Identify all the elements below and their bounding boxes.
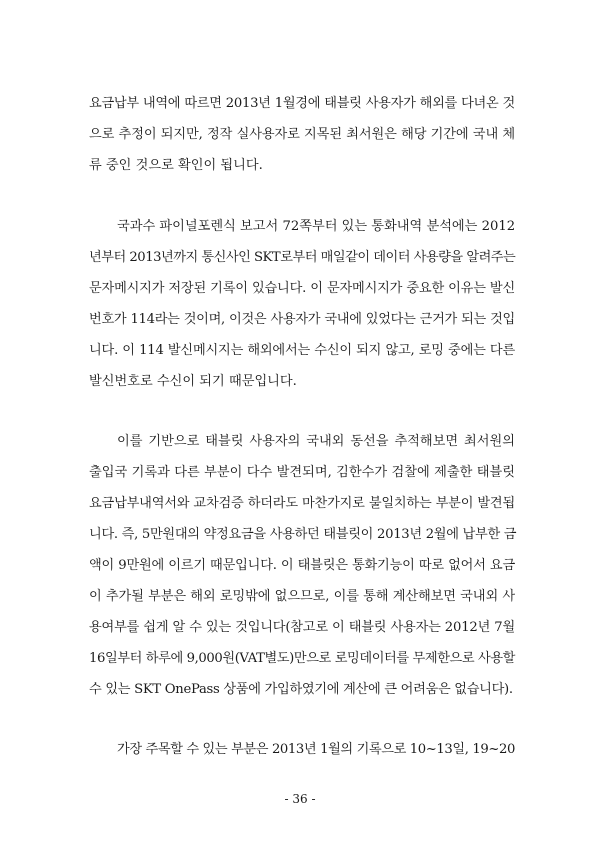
paragraph-line: 요금납부 내역에 따르면 2013년 1월경에 태블릿 사용자가 해외를 다녀온 것 (89, 96, 515, 111)
paragraph-line: 요금납부내역서와 교차검증 하더라도 마찬가지로 불일치하는 부분이 발견됩 (89, 496, 515, 511)
paragraph-line: 으로 추정이 되지만, 정작 실사용자로 지목된 최서원은 해당 기간에 국내 체 (89, 127, 515, 142)
paragraph-line: 문자메시지가 저장된 기록이 있습니다. 이 문자메시지가 중요한 이유는 발신 (89, 281, 515, 296)
page-number: - 36 - (284, 792, 316, 806)
paragraph-line: 국과수 파이널포렌식 보고서 72쪽부터 있는 통화내역 분석에는 2012 (117, 219, 516, 234)
paragraph-line: 수 있는 SKT OnePass 상품에 가입하였기에 계산에 큰 어려움은 없습니다). (89, 682, 513, 697)
paragraph-line: 번호가 114라는 것이며, 이것은 사용자가 국내에 있었다는 근거가 되는 것입 (89, 312, 515, 327)
paragraph-line: 액이 9만원에 이르기 때문입니다. 이 태블릿은 통화기능이 따로 없어서 요금 (89, 558, 515, 573)
paragraph-line: 이 추가될 부분은 해외 로밍밖에 없으므로, 이를 통해 계산해보면 국내외 사 (89, 589, 515, 604)
paragraph-line: 출입국 기록과 다른 부분이 다수 발견되며, 김한수가 검찰에 제출한 태블릿 (89, 465, 515, 480)
paragraph-line: 16일부터 하루에 9,000원(VAT별도)만으로 로밍데이터를 무제한으로 사용할 (89, 651, 516, 666)
paragraph-line: 발신번호로 수신이 되기 때문입니다. (89, 374, 297, 389)
paragraph-line: 이를 기반으로 태블릿 사용자의 국내외 동선을 추적해보면 최서원의 (117, 434, 515, 449)
paragraph-line: 니다. 즉, 5만원대의 약정요금을 사용하던 태블릿이 2013년 2월에 납부한 금 (89, 527, 517, 542)
paragraph-line: 가장 주목할 수 있는 부분은 2013년 1월의 기록으로 10~13일, 19~20 (117, 742, 515, 757)
paragraph-line: 류 중인 것으로 확인이 됩니다. (89, 158, 263, 173)
paragraph-line: 년부터 2013년까지 통신사인 SKT로부터 매일같이 데이터 사용량을 알려주는 (89, 250, 516, 265)
paragraph-line: 용여부를 쉽게 알 수 있는 것입니다(참고로 이 태블릿 사용자는 2012년 7월 (89, 620, 515, 635)
paragraph-line: 니다. 이 114 발신메시지는 해외에서는 수신이 되지 않고, 로밍 중에는 다른 (89, 343, 515, 358)
